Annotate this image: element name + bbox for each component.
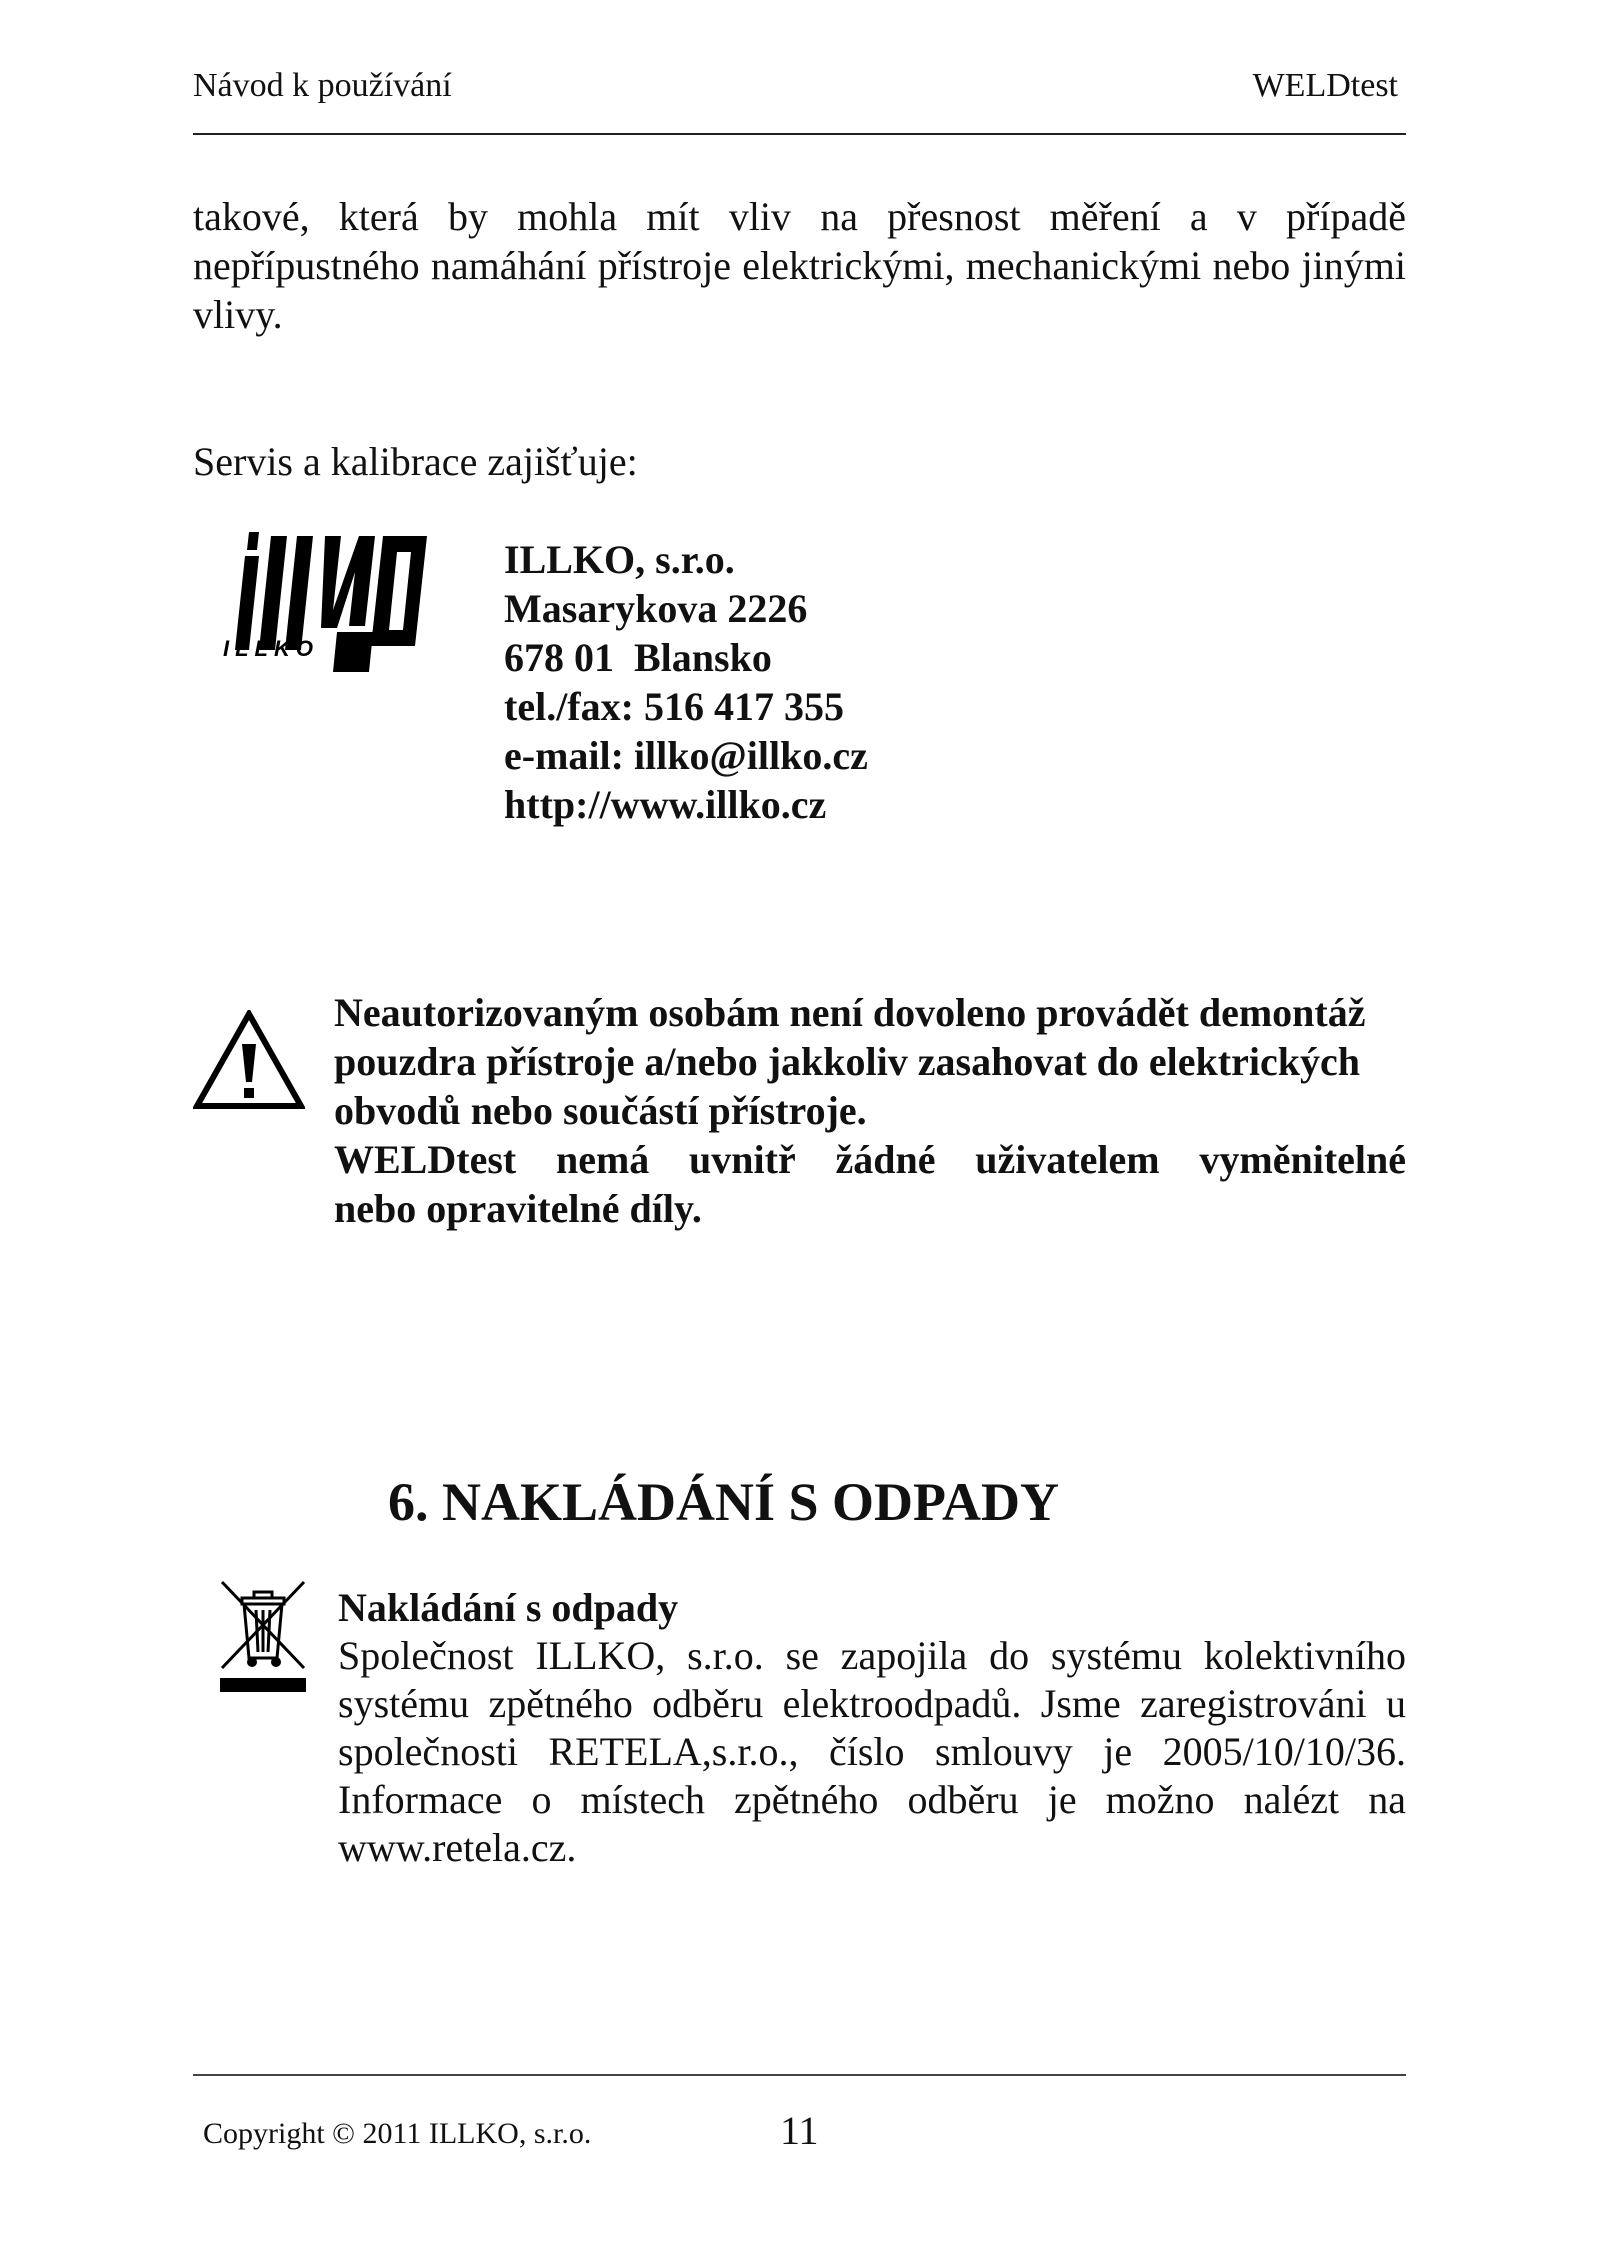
email-link[interactable]: e-mail: illko@illko.cz [504,733,868,778]
warning-paragraph-2-line-2: nebo opravitelné díly. [334,1186,702,1231]
copyright: Copyright © 2011 ILLKO, s.r.o. [203,2117,592,2150]
service-label: Servis a kalibrace zajišťuje: [193,439,638,484]
phone-fax: tel./fax: 516 417 355 [504,684,844,729]
warning-triangle-icon [193,1010,305,1110]
header-product: WELDtest [1252,67,1398,104]
waste-section [338,1584,1406,1872]
city-address: 678 01 Blansko [504,635,772,680]
warning-text [334,988,1406,1233]
footer-rule [193,2074,1406,2076]
crossed-bin-icon [220,1580,306,1692]
web-link[interactable]: http://www.illko.cz [504,782,827,827]
waste-subheading: Nakládání s odpady [338,1585,679,1630]
header-rule [193,133,1406,135]
warning-paragraph-2-line-1: WELDtest nemá uvnitř žádné uživatelem vyměnitelné [334,1137,1406,1182]
page-number: 11 [780,2108,819,2153]
street-address: Masarykova 2226 [504,586,808,631]
address-block [504,535,868,829]
warning-paragraph: Neautorizovaným osobám není dovoleno provádět demontáž pouzdra přístroje a/nebo jakkoliv zasahovat do elektrických obvodů nebo součástí přístroje. [334,990,1366,1133]
logo-caption: ILLKO [223,636,319,661]
section-heading: 6. NAKLÁDÁNÍ S ODPADY [388,1472,1060,1532]
header-title: Návod k používání [193,67,452,104]
waste-paragraph: Společnost ILLKO, s.r.o. se zapojila do systému kolektivního systému zpětného odběru elektroodpadů. Jsme zaregistrováni u společnosti RETELA,s.r.o., číslo smlouvy je 2005/10/10/36. Informace o místech zpětného odběru je možno nalézt na www.retela.cz. [338,1633,1406,1870]
company-name: ILLKO, s.r.o. [504,537,735,582]
illko-logo [213,532,435,675]
intro-paragraph: takové, která by mohla mít vliv na přesnost měření a v případě nepřípustného namáhání přístroje elektrickými, mechanickými nebo jinými vlivy. [193,194,1406,337]
